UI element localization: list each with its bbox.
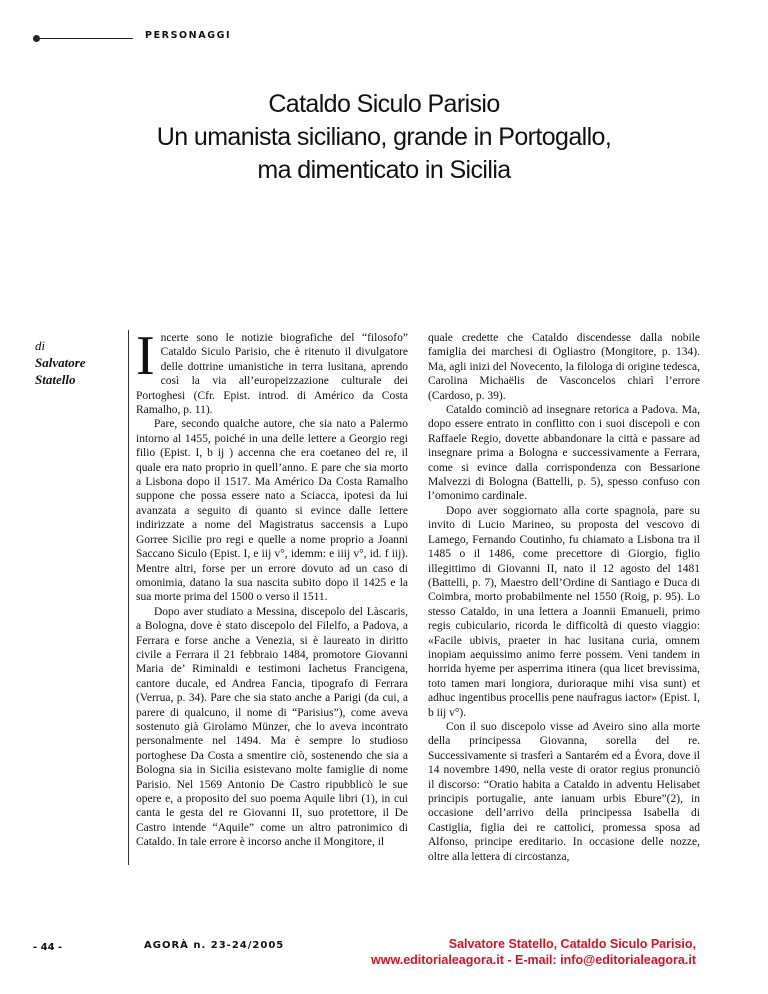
title-line-2: Un umanista siciliano, grande in Portogallo,	[156, 123, 612, 151]
page-number: - 44 -	[33, 942, 63, 953]
paragraph: Dopo aver studiato a Messina, discepolo del Làscaris, a Bologna, dove è stato discepolo del Filelfo, a Padova, a Ferrara e forse anche a Venezia, si è laureato in diritto civile a Ferrara il 21 febbraio 1484, promotore Giovanni Maria de’ Riminaldi e testimoni Iachetus Francigena, cantore ducale, ed Andrea Fancia, tipografo di Ferrara (Verrua, p. 34). Pare che sia stato anche a Parigi (da cui, a parere di qualcuno, il nome di “Parisius”), come aveva sostenuto già Girolamo Münzer, che lo aveva incontrato personalmente nel 1494. Ma è sempre lo studioso portoghese Da Costa a smentire ciò, sostenendo che sia a Bologna sia in Sicilia esistevano molte famiglie di nome Parisio. Nel 1569 Antonio De Castro ripubblicò le sue opere e, a proposito del suo poema Aquile libri (1), in cui canta le gesta del re Giovanni II, suo protettore, il De Castro intende “Aquile” come un altro patronimico di Cataldo. In tale errore è incorso anche il Mongitore, il	[136, 605, 408, 849]
text-column-1	[136, 325, 408, 850]
paragraph: ncerte sono le notizie biografiche del “filosofo” Cataldo Siculo Parisio, che è ritenuto il divulgatore delle dottrine umanistiche in terra lusitana, aprendo così la via all’europeizzazione culturale dei Portoghesi (Cfr. Epist. introd. di Américo da Costa Ramalho, p. 11).	[136, 332, 408, 417]
magazine-issue: AGORÀ n. 23-24/2005	[144, 940, 285, 951]
author-last-name: Statello	[35, 372, 76, 387]
credit-block	[371, 936, 696, 968]
paragraph: quale credette che Cataldo discendesse dalla nobile famiglia dei marchesi di Ogliastro (Mongitore, p. 134). Ma, agli inizi del Novecento, la filologa di origine tedesca, Carolina Michaëlis de Vasconcelos chiarì l’errore (Cardoso, p. 39).	[428, 332, 700, 402]
article-title	[30, 88, 738, 187]
text-column-2	[428, 331, 700, 864]
paragraph: Con il suo discepolo visse ad Aveiro sino alla morte della principessa Giovanna, sorella del re. Successivamente si trasferì a Santarém ed a Évora, dove il 14 novembre 1490, nella veste di orator regius pronunciò il discorso: “Oratio habita a Cataldo in adventu Helisabet principis portugalie, ante ianuam urbis Ebure”(2), in occasione dell’arrivo della principessa Isabella di Castiglia, figlia dei re cattolici, promessa sposa ad Alfonso, principe ereditario. In occasione delle nozze, oltre alla lettera di circostanza,	[428, 720, 700, 863]
credit-link[interactable]: www.editorialeagora.it - E-mail: info@editorialeagora.it	[371, 953, 696, 967]
drop-cap: I	[136, 325, 155, 387]
credit-line-1: Salvatore Statello, Cataldo Siculo Parisio,	[448, 937, 696, 951]
byline	[35, 337, 117, 388]
section-label: PERSONAGGI	[145, 30, 232, 41]
byline-di: di	[35, 338, 46, 353]
paragraph: Pare, secondo qualche autore, che sia nato a Palermo intorno al 1455, poiché in una delle lettere a Georgio regi filio (Epist. I, b ij ) accenna che era coetaneo del re, il quale era nato proprio in quell’anno. E pare che sia morto a Lisbona dopo il 1517. Ma Américo Da Costa Ramalho suppone che possa essere nato a Sciacca, ipotesi da lui avanzata a seguito di quanto si evince dalle lettere indirizzate a nome del Magistratus saccensis a Lupo Gorree Sicilie pro regi e quelle a nome proprio a Joanni Saccano Siculo (Epist. I, e iij v°, idemm: e iiij v°, id. f iij). Mentre altri, forse per un errore dovuto ad un caso di omonimia, datano la sua nascita subito dopo il 1425 e la sua morte prima del 1500 o verso il 1511.	[136, 418, 408, 604]
header-rule	[37, 38, 133, 39]
paragraph: Cataldo cominciò ad insegnare retorica a Padova. Ma, dopo essere entrato in conflitto con i suoi discepoli e con Raffaele Regio, dovette abbandonare la città e passare ad insegnare prima a Bologna e successivamente a Ferrara, come si evince dalla corrispondenza con Bessarione Malvezzi di Bologna (Battelli, p. 5), spesso confuso con l’omonimo cardinale.	[428, 404, 700, 503]
title-line-1: Cataldo Siculo Parisio	[268, 90, 500, 118]
column-divider	[128, 330, 129, 865]
paragraph: Dopo aver soggiornato alla corte spagnola, pare su invito di Lucio Marineo, su proposta del vescovo di Lamego, Fernando Coutinho, fu chiamato a Lisbona tra il 1485 o il 1486, come precettore di Giorgio, figlio illegittimo di Giovanni II, nato il 12 agosto del 1481 (Battelli, p. 7), Maestro dell’Ordine di Santiago e Duca di Coimbra, morto probabilmente nel 1550 (Roig, p. 95). Lo stesso Cataldo, in una lettera a Joannii Emanueli, primo regis cubiculario, ricorda le difficoltà di questo viaggio: «Facile ubivis, praeter in hac lusitana curia, omnem inopiam aequissimo animo ferre possem. Veni tandem in horrida hyeme per asperrima itinera (qua licet brevissima, toto tamen mari longiora, durioraque mihi visa sunt) et adhuc ingentibus procellis pene naufragus iactor» (Epist. I, b iij v°).	[428, 504, 700, 719]
author-first-name: Salvatore	[35, 355, 86, 370]
title-line-3: ma dimenticato in Sicilia	[257, 156, 511, 184]
